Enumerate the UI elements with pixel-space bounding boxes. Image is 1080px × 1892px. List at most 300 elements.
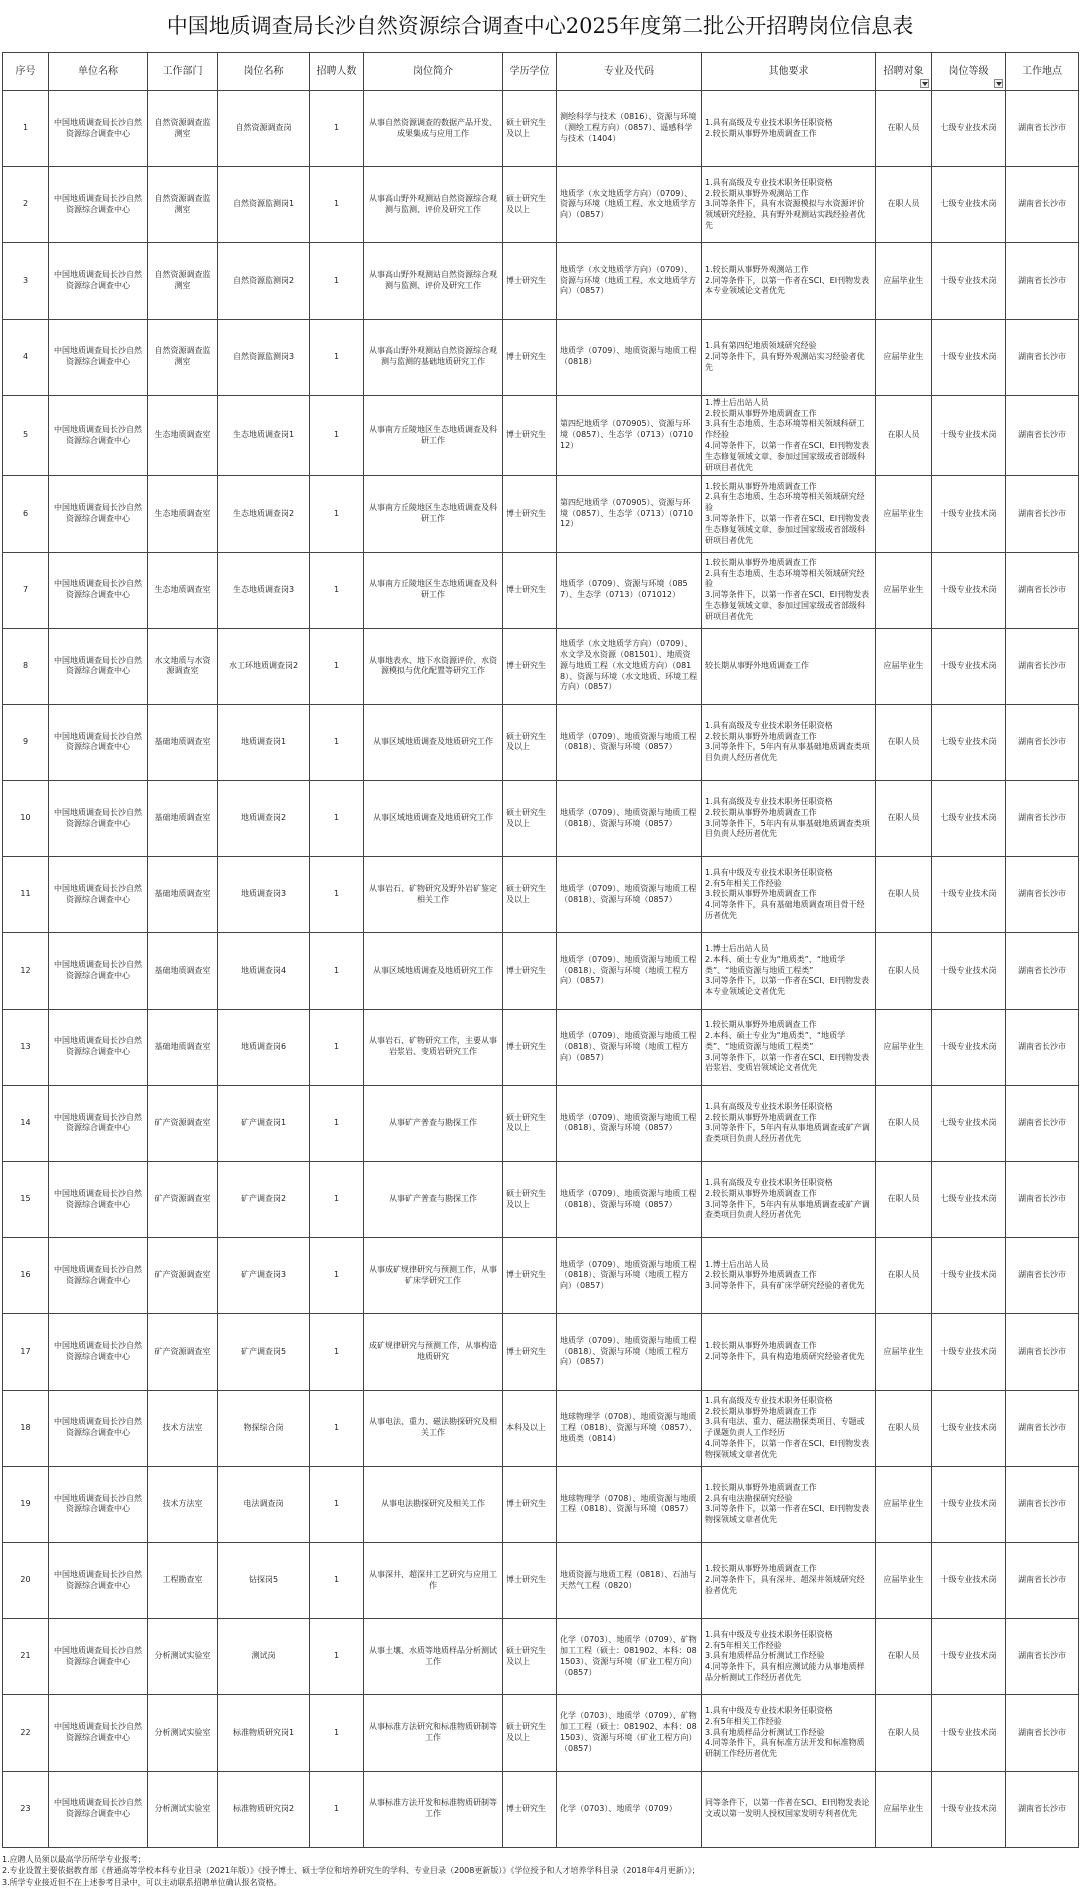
- cell-count: 1: [310, 1009, 364, 1085]
- header-req: 其他要求: [702, 53, 876, 91]
- table-row: [3, 243, 1079, 319]
- cell-count: 1: [310, 1085, 364, 1161]
- cell-post: 矿产调查岗2: [218, 1162, 310, 1238]
- cell-post: 物探综合岗: [218, 1390, 310, 1466]
- cell-no: 4: [3, 319, 49, 395]
- header-count: 招聘人数: [310, 53, 364, 91]
- cell-place: 湖南省长沙市: [1006, 91, 1079, 167]
- header-post: 岗位名称: [218, 53, 310, 91]
- filter-dropdown-icon[interactable]: [994, 79, 1003, 88]
- cell-place: 湖南省长沙市: [1006, 1009, 1079, 1085]
- cell-major: 地质学（0709）、地质资源与地质工程（0818）、资源与环境（地质工程方向）（0857）: [557, 1009, 702, 1085]
- header-level-label: 岗位等级: [948, 65, 989, 77]
- cell-edu: 硕士研究生及以上: [503, 857, 557, 933]
- cell-major: 第四纪地质学（070905）、资源与环境（0857）、生态学（0713）（071012）: [557, 395, 702, 476]
- cell-target: 在职人员: [876, 1238, 932, 1314]
- cell-dept: 分析测试实验室: [148, 1619, 218, 1695]
- cell-intro: 从事岩石、矿物研究工作，主要从事岩浆岩、变质岩研究工作: [364, 1009, 503, 1085]
- cell-post: 水工环地质调查岗2: [218, 628, 310, 704]
- table-row: [3, 1695, 1079, 1771]
- cell-place: 湖南省长沙市: [1006, 857, 1079, 933]
- cell-post: 标准物质研究岗1: [218, 1695, 310, 1771]
- cell-count: 1: [310, 628, 364, 704]
- cell-unit: 中国地质调查局长沙自然资源综合调查中心: [49, 1695, 148, 1771]
- cell-req: 1.较长期从事野外地质调查工作 2.同等条件下，具有深井、超深井领域研究经验者优先: [702, 1542, 876, 1618]
- cell-level: 十级专业技术岗: [932, 319, 1006, 395]
- cell-no: 9: [3, 704, 49, 780]
- cell-intro: 从事高山野外观测站自然资源综合观测与监测、评价及研究工作: [364, 243, 503, 319]
- header-edu: 学历学位: [503, 53, 557, 91]
- cell-edu: 博士研究生: [503, 628, 557, 704]
- cell-count: 1: [310, 1619, 364, 1695]
- cell-place: 湖南省长沙市: [1006, 1771, 1079, 1847]
- cell-target: 在职人员: [876, 933, 932, 1009]
- cell-intro: 成矿规律研究与预测工作，从事构造地质研究: [364, 1314, 503, 1390]
- cell-place: 湖南省长沙市: [1006, 628, 1079, 704]
- table-row: [3, 319, 1079, 395]
- cell-place: 湖南省长沙市: [1006, 552, 1079, 628]
- cell-dept: 生态地质调查室: [148, 552, 218, 628]
- cell-no: 1: [3, 91, 49, 167]
- cell-unit: 中国地质调查局长沙自然资源综合调查中心: [49, 167, 148, 243]
- cell-intro: 从事高山野外观测站自然资源综合观测与监测的基础地质研究工作: [364, 319, 503, 395]
- cell-req: 1.博士后出站人员 2.较长期从事野外地质调查工作 3.具有生态地质、生态环境等相关领域科研工作经验 4.同等条件下，以第一作者在SCI、EI刊物发表生态修复领域文章、参加过国家级或省部级科研项目者优先: [702, 395, 876, 476]
- cell-place: 湖南省长沙市: [1006, 1314, 1079, 1390]
- cell-edu: 硕士研究生及以上: [503, 1619, 557, 1695]
- cell-post: 地质调查岗2: [218, 781, 310, 857]
- cell-place: 湖南省长沙市: [1006, 1390, 1079, 1466]
- cell-major: 地质学（0709）、地质资源与地质工程（0818）: [557, 319, 702, 395]
- cell-count: 1: [310, 1314, 364, 1390]
- table-row: [3, 91, 1079, 167]
- cell-edu: 硕士研究生及以上: [503, 167, 557, 243]
- cell-level: 七级专业技术岗: [932, 1162, 1006, 1238]
- cell-unit: 中国地质调查局长沙自然资源综合调查中心: [49, 857, 148, 933]
- cell-place: 湖南省长沙市: [1006, 1695, 1079, 1771]
- cell-place: 湖南省长沙市: [1006, 1162, 1079, 1238]
- cell-unit: 中国地质调查局长沙自然资源综合调查中心: [49, 319, 148, 395]
- cell-place: 湖南省长沙市: [1006, 704, 1079, 780]
- cell-no: 23: [3, 1771, 49, 1847]
- cell-req: 1.博士后出站人员 2.本科、硕士专业为“地质类”、“地质学类”、“地质资源与地质工程类” 3.同等条件下，以第一作者在SCI、EI刊物发表本专业领域论文者优先: [702, 933, 876, 1009]
- cell-count: 1: [310, 1695, 364, 1771]
- header-target-label: 招聘对象: [883, 65, 924, 77]
- cell-no: 12: [3, 933, 49, 1009]
- cell-dept: 矿产资源调查室: [148, 1085, 218, 1161]
- cell-edu: 硕士研究生及以上: [503, 91, 557, 167]
- cell-no: 21: [3, 1619, 49, 1695]
- cell-unit: 中国地质调查局长沙自然资源综合调查中心: [49, 395, 148, 476]
- cell-dept: 生态地质调查室: [148, 395, 218, 476]
- cell-target: 在职人员: [876, 1619, 932, 1695]
- cell-target: 应届毕业生: [876, 243, 932, 319]
- cell-intro: 从事区域地质调查及地质研究工作: [364, 704, 503, 780]
- cell-dept: 技术方法室: [148, 1466, 218, 1542]
- cell-req: 1.博士后出站人员 2.较长期从事野外地质调查工作 3.同等条件下，具有矿床学研究经验的者优先: [702, 1238, 876, 1314]
- cell-level: 十级专业技术岗: [932, 552, 1006, 628]
- cell-place: 湖南省长沙市: [1006, 1466, 1079, 1542]
- table-row: [3, 1162, 1079, 1238]
- cell-edu: 博士研究生: [503, 1009, 557, 1085]
- cell-dept: 基础地质调查室: [148, 1009, 218, 1085]
- cell-edu: 博士研究生: [503, 319, 557, 395]
- cell-unit: 中国地质调查局长沙自然资源综合调查中心: [49, 1390, 148, 1466]
- cell-intro: 从事区域地质调查及地质研究工作: [364, 933, 503, 1009]
- cell-count: 1: [310, 167, 364, 243]
- table-row: [3, 1619, 1079, 1695]
- cell-place: 湖南省长沙市: [1006, 1619, 1079, 1695]
- cell-unit: 中国地质调查局长沙自然资源综合调查中心: [49, 1619, 148, 1695]
- cell-level: 七级专业技术岗: [932, 704, 1006, 780]
- cell-count: 1: [310, 857, 364, 933]
- cell-target: 在职人员: [876, 704, 932, 780]
- cell-count: 1: [310, 1466, 364, 1542]
- header-no: 序号: [3, 53, 49, 91]
- cell-post: 生态地质调查岗1: [218, 395, 310, 476]
- cell-count: 1: [310, 1238, 364, 1314]
- cell-edu: 博士研究生: [503, 476, 557, 552]
- cell-unit: 中国地质调查局长沙自然资源综合调查中心: [49, 476, 148, 552]
- cell-major: 地质学（0709）、地质资源与地质工程（0818）、资源与环境（0857）: [557, 1085, 702, 1161]
- cell-level: 十级专业技术岗: [932, 1009, 1006, 1085]
- cell-post: 标准物质研究岗2: [218, 1771, 310, 1847]
- cell-major: 地质学（水文地质学方向）（0709）、资源与环境（地质工程、水文地质学方向）（0857）: [557, 243, 702, 319]
- cell-target: 在职人员: [876, 1695, 932, 1771]
- cell-count: 1: [310, 933, 364, 1009]
- cell-target: 在职人员: [876, 781, 932, 857]
- cell-level: 十级专业技术岗: [932, 1695, 1006, 1771]
- cell-req: 1.较长期从事野外地质调查工作 2.同等条件下，具有构造地质研究经验者优先: [702, 1314, 876, 1390]
- cell-level: 十级专业技术岗: [932, 1238, 1006, 1314]
- cell-major: 地质学（0709）、地质资源与地质工程（0818）、资源与环境（地质工程方向）（0857）: [557, 1238, 702, 1314]
- cell-count: 1: [310, 552, 364, 628]
- cell-count: 1: [310, 476, 364, 552]
- header-major: 专业及代码: [557, 53, 702, 91]
- table-row: [3, 167, 1079, 243]
- cell-level: 十级专业技术岗: [932, 1619, 1006, 1695]
- cell-intro: 从事岩石、矿物研究及野外岩矿鉴定相关工作: [364, 857, 503, 933]
- cell-target: 应届毕业生: [876, 1009, 932, 1085]
- cell-intro: 从事成矿规律研究与预测工作，从事矿床学研究工作: [364, 1238, 503, 1314]
- cell-target: 应届毕业生: [876, 319, 932, 395]
- cell-level: 十级专业技术岗: [932, 628, 1006, 704]
- cell-dept: 自然资源调查监测室: [148, 91, 218, 167]
- cell-unit: 中国地质调查局长沙自然资源综合调查中心: [49, 1771, 148, 1847]
- cell-count: 1: [310, 243, 364, 319]
- cell-dept: 基础地质调查室: [148, 857, 218, 933]
- cell-level: 七级专业技术岗: [932, 91, 1006, 167]
- cell-post: 矿产调查岗1: [218, 1085, 310, 1161]
- cell-unit: 中国地质调查局长沙自然资源综合调查中心: [49, 933, 148, 1009]
- cell-dept: 基础地质调查室: [148, 933, 218, 1009]
- cell-dept: 基础地质调查室: [148, 704, 218, 780]
- table-row: [3, 1238, 1079, 1314]
- cell-intro: 从事土壤、水质等地质样品分析测试工作: [364, 1619, 503, 1695]
- cell-intro: 从事矿产普查与勘探工作: [364, 1085, 503, 1161]
- cell-level: 十级专业技术岗: [932, 243, 1006, 319]
- cell-intro: 从事地表水、地下水资源评价、水资源模拟与优化配置等研究工作: [364, 628, 503, 704]
- cell-req: 1.较长期从事野外地质调查工作 2.具有生态地质、生态环境等相关领域研究经验 3.同等条件下，以第一作者在SCI、EI刊物发表生态修复领域文章、参加过国家级或省部级科研项目者优先: [702, 552, 876, 628]
- cell-req: 1.具有高级及专业技术职务任职资格 2.较长期从事野外观测站工作 3.同等条件下，具有水资源模拟与水资源评价领域研究经验、具有野外观测站实践经验者优先: [702, 167, 876, 243]
- cell-edu: 博士研究生: [503, 1238, 557, 1314]
- cell-edu: 博士研究生: [503, 1771, 557, 1847]
- header-dept: 工作部门: [148, 53, 218, 91]
- cell-target: 应届毕业生: [876, 628, 932, 704]
- cell-no: 7: [3, 552, 49, 628]
- cell-post: 地质调查岗6: [218, 1009, 310, 1085]
- cell-req: 1.具有高级及专业技术职务任职资格 2.较长期从事野外地质调查工作 3.具有电法、重力、磁法勘探类项目、专题或子课题负责人工作经历 4.同等条件下，以第一作者在SCI、EI刊物发表物探领域文章者优先: [702, 1390, 876, 1466]
- cell-level: 十级专业技术岗: [932, 1466, 1006, 1542]
- cell-place: 湖南省长沙市: [1006, 1085, 1079, 1161]
- cell-edu: 博士研究生: [503, 395, 557, 476]
- cell-count: 1: [310, 395, 364, 476]
- cell-level: 十级专业技术岗: [932, 476, 1006, 552]
- header-level: [932, 53, 1006, 91]
- cell-unit: 中国地质调查局长沙自然资源综合调查中心: [49, 704, 148, 780]
- cell-major: 地质学（0709）、地质资源与地质工程（0818）、资源与环境（0857）: [557, 704, 702, 780]
- cell-count: 1: [310, 1390, 364, 1466]
- cell-major: 地质资源与地质工程（0818）、石油与天然气工程（0820）: [557, 1542, 702, 1618]
- cell-level: 十级专业技术岗: [932, 395, 1006, 476]
- cell-level: 七级专业技术岗: [932, 1085, 1006, 1161]
- cell-place: 湖南省长沙市: [1006, 476, 1079, 552]
- table-row: [3, 1771, 1079, 1847]
- cell-unit: 中国地质调查局长沙自然资源综合调查中心: [49, 1314, 148, 1390]
- cell-unit: 中国地质调查局长沙自然资源综合调查中心: [49, 1162, 148, 1238]
- cell-unit: 中国地质调查局长沙自然资源综合调查中心: [49, 552, 148, 628]
- cell-req: 1.较长期从事野外地质调查工作 2.本科、硕士专业为“地质类”、“地质学类”、“地质资源与地质工程类” 3.同等条件下，以第一作者在SCI、EI刊物发表岩浆岩、变质岩领域论文者优先: [702, 1009, 876, 1085]
- cell-place: 湖南省长沙市: [1006, 781, 1079, 857]
- cell-major: 地质学（0709）、地质资源与地质工程（0818）、资源与环境（0857）: [557, 1162, 702, 1238]
- cell-post: 自然资源监测岗3: [218, 319, 310, 395]
- cell-req: 同等条件下，以第一作者在SCI、EI刊物发表论文或以第一发明人授权国家发明专利者优先: [702, 1771, 876, 1847]
- cell-level: 十级专业技术岗: [932, 1771, 1006, 1847]
- table-row: [3, 1085, 1079, 1161]
- cell-req: 1.较长期从事野外观测站工作 2.同等条件下，以第一作者在SCI、EI刊物发表本专业领域论文者优先: [702, 243, 876, 319]
- cell-edu: 博士研究生: [503, 1466, 557, 1542]
- cell-intro: 从事南方丘陵地区生态地质调查及科研工作: [364, 476, 503, 552]
- cell-level: 七级专业技术岗: [932, 1390, 1006, 1466]
- cell-no: 18: [3, 1390, 49, 1466]
- cell-post: 地质调查岗1: [218, 704, 310, 780]
- cell-place: 湖南省长沙市: [1006, 319, 1079, 395]
- cell-dept: 技术方法室: [148, 1390, 218, 1466]
- cell-unit: 中国地质调查局长沙自然资源综合调查中心: [49, 1085, 148, 1161]
- note-line: 3.所学专业接近但不在上述参考目录中，可以主动联系招聘单位确认报名资格。: [2, 1877, 282, 1887]
- cell-count: 1: [310, 1771, 364, 1847]
- cell-target: 在职人员: [876, 857, 932, 933]
- cell-post: 生态地质调查岗2: [218, 476, 310, 552]
- cell-target: 应届毕业生: [876, 1314, 932, 1390]
- cell-major: 地质学（0709）、地质资源与地质工程（0818）、资源与环境（0857）: [557, 781, 702, 857]
- header-row: [3, 53, 1079, 91]
- cell-major: 地质学（水文地质学方向）（0709）、水文学及水资源（081501）、地质资源与地质工程（水文地质方向）（0818）、资源与环境（水文地质、环境工程方向）（0857）: [557, 628, 702, 704]
- cell-req: 1.具有中级及专业技术职务任职资格 2.有5年相关工作经验 3.较长期从事野外地质调查工作 4.同等条件下，具有基础地质调查项目骨干经历者优先: [702, 857, 876, 933]
- cell-post: 电法调查岗: [218, 1466, 310, 1542]
- cell-no: 16: [3, 1238, 49, 1314]
- cell-no: 17: [3, 1314, 49, 1390]
- cell-no: 14: [3, 1085, 49, 1161]
- cell-unit: 中国地质调查局长沙自然资源综合调查中心: [49, 243, 148, 319]
- cell-major: 测绘科学与技术（0816）、资源与环境（测绘工程方向）（0857）、遥感科学与技术（1404）: [557, 91, 702, 167]
- table-body: [3, 91, 1079, 1848]
- table-row: [3, 628, 1079, 704]
- cell-req: 1.较长期从事野外地质调查工作 2.具有生态地质、生态环境等相关领域研究经验 3.同等条件下，以第一作者在SCI、EI刊物发表生态修复领域文章、参加过国家级或省部级科研项目者优先: [702, 476, 876, 552]
- cell-dept: 矿产资源调查室: [148, 1314, 218, 1390]
- table-row: [3, 395, 1079, 476]
- cell-intro: 从事标准方法开发和标准物质研制等工作: [364, 1771, 503, 1847]
- cell-target: 应届毕业生: [876, 552, 932, 628]
- cell-level: 十级专业技术岗: [932, 1314, 1006, 1390]
- cell-unit: 中国地质调查局长沙自然资源综合调查中心: [49, 91, 148, 167]
- cell-edu: 博士研究生: [503, 1314, 557, 1390]
- table-row: [3, 476, 1079, 552]
- cell-major: 化学（0703）、地质学（0709）: [557, 1771, 702, 1847]
- filter-dropdown-icon[interactable]: [920, 79, 929, 88]
- table-row: [3, 552, 1079, 628]
- cell-major: 地质学（0709）、地质资源与地质工程（0818）、资源与环境（0857）: [557, 857, 702, 933]
- cell-unit: 中国地质调查局长沙自然资源综合调查中心: [49, 1009, 148, 1085]
- cell-place: 湖南省长沙市: [1006, 1238, 1079, 1314]
- cell-intro: 从事矿产普查与勘探工作: [364, 1162, 503, 1238]
- cell-level: 十级专业技术岗: [932, 1542, 1006, 1618]
- cell-unit: 中国地质调查局长沙自然资源综合调查中心: [49, 628, 148, 704]
- table-row: [3, 704, 1079, 780]
- cell-target: 应届毕业生: [876, 1542, 932, 1618]
- cell-no: 5: [3, 395, 49, 476]
- cell-count: 1: [310, 781, 364, 857]
- cell-target: 在职人员: [876, 1162, 932, 1238]
- cell-dept: 水文地质与水资源调查室: [148, 628, 218, 704]
- cell-req: 1.具有高级及专业技术职务任职资格 2.较长期从事野外地质调查工作 3.同等条件下，5年内有从事基础地质调查类项目负责人经历者优先: [702, 781, 876, 857]
- cell-req: 1.较长期从事野外地质调查工作 2.具有电法勘探研究经验 3.同等条件下，以第一作者在SCI、EI刊物发表物探领域文章者优先: [702, 1466, 876, 1542]
- cell-edu: 本科及以上: [503, 1390, 557, 1466]
- table-row: [3, 1390, 1079, 1466]
- cell-level: 七级专业技术岗: [932, 781, 1006, 857]
- cell-post: 自然资源监测岗1: [218, 167, 310, 243]
- cell-target: 在职人员: [876, 395, 932, 476]
- cell-no: 20: [3, 1542, 49, 1618]
- cell-intro: 从事区域地质调查及地质研究工作: [364, 781, 503, 857]
- note-line: 2.专业设置主要依据教育部《普通高等学校本科专业目录（2021年版）》《授予博士、硕士学位和培养研究生的学科、专业目录（2008更新版）》《学位授予和人才培养学科目录（2018年4月更新）》；: [2, 1866, 700, 1876]
- cell-post: 钻探岗5: [218, 1542, 310, 1618]
- cell-level: 十级专业技术岗: [932, 933, 1006, 1009]
- cell-major: 地球物理学（0708）、地质资源与地质工程（0818）、资源与环境（0857）、地质类（0814）: [557, 1390, 702, 1466]
- cell-major: 地质学（0709）、资源与环境（0857）、生态学（0713）（071012）: [557, 552, 702, 628]
- cell-major: 第四纪地质学（070905）、资源与环境（0857）、生态学（0713）（071012）: [557, 476, 702, 552]
- cell-post: 自然资源调查岗: [218, 91, 310, 167]
- cell-count: 1: [310, 1162, 364, 1238]
- table-row: [3, 857, 1079, 933]
- cell-no: 10: [3, 781, 49, 857]
- cell-unit: 中国地质调查局长沙自然资源综合调查中心: [49, 781, 148, 857]
- cell-unit: 中国地质调查局长沙自然资源综合调查中心: [49, 1238, 148, 1314]
- table-row: [3, 1009, 1079, 1085]
- cell-intro: 从事电法勘探研究及相关工作: [364, 1466, 503, 1542]
- table-row: [3, 1314, 1079, 1390]
- cell-no: 13: [3, 1009, 49, 1085]
- cell-dept: 矿产资源调查室: [148, 1238, 218, 1314]
- table-row: [3, 1542, 1079, 1618]
- header-place: 工作地点: [1006, 53, 1079, 91]
- cell-intro: 从事深井、超深井工艺研究与应用工作: [364, 1542, 503, 1618]
- cell-unit: 中国地质调查局长沙自然资源综合调查中心: [49, 1466, 148, 1542]
- cell-dept: 分析测试实验室: [148, 1771, 218, 1847]
- cell-major: 地质学（0709）、地质资源与地质工程（0818）、资源与环境（地质工程方向）（0857）: [557, 1314, 702, 1390]
- cell-no: 2: [3, 167, 49, 243]
- table-row: [3, 933, 1079, 1009]
- cell-place: 湖南省长沙市: [1006, 1542, 1079, 1618]
- cell-req: 较长期从事野外地质调查工作: [702, 628, 876, 704]
- cell-dept: 分析测试实验室: [148, 1695, 218, 1771]
- cell-place: 湖南省长沙市: [1006, 167, 1079, 243]
- cell-req: 1.具有高级及专业技术职务任职资格 2.较长期从事野外地质调查工作 3.同等条件下，5年内有从事地质调查或矿产调查类项目负责人经历者优先: [702, 1085, 876, 1161]
- note-line: 1.应聘人员须以最高学历所学专业报考；: [2, 1854, 146, 1864]
- cell-no: 11: [3, 857, 49, 933]
- cell-req: 1.具有中级及专业技术职务任职资格 2.有5年相关工作经验 3.具有地质样品分析测试工作经验 4.同等条件下，具有标准方法开发和标准物质研制工作经历者优先: [702, 1695, 876, 1771]
- cell-dept: 自然资源调查监测室: [148, 319, 218, 395]
- cell-count: 1: [310, 704, 364, 780]
- page-title: 中国地质调查局长沙自然资源综合调查中心2025年度第二批公开招聘岗位信息表: [166, 14, 914, 38]
- cell-req: 1.具有高级及专业技术职务任职资格 2.较长期从事野外地质调查工作 3.同等条件下，5年内有从事基础地质调查类项目负责人经历者优先: [702, 704, 876, 780]
- cell-post: 自然资源监测岗2: [218, 243, 310, 319]
- cell-intro: 从事南方丘陵地区生态地质调查及科研工作: [364, 552, 503, 628]
- cell-post: 地质调查岗3: [218, 857, 310, 933]
- cell-edu: 硕士研究生及以上: [503, 1085, 557, 1161]
- cell-place: 湖南省长沙市: [1006, 395, 1079, 476]
- cell-post: 矿产调查岗5: [218, 1314, 310, 1390]
- notes: [2, 1854, 1080, 1889]
- header-unit: 单位名称: [49, 53, 148, 91]
- cell-edu: 博士研究生: [503, 243, 557, 319]
- cell-edu: 博士研究生: [503, 933, 557, 1009]
- cell-edu: 硕士研究生及以上: [503, 781, 557, 857]
- cell-dept: 矿产资源调查室: [148, 1162, 218, 1238]
- cell-no: 22: [3, 1695, 49, 1771]
- cell-major: 地球物理学（0708）、地质资源与地质工程（0818）、资源与环境（0857）: [557, 1466, 702, 1542]
- table-row: [3, 781, 1079, 857]
- cell-count: 1: [310, 1542, 364, 1618]
- cell-req: 1.具有中级及专业技术职务任职资格 2.有5年相关工作经验 3.具有地质样品分析测试工作经验 4.同等条件下，具有相应测试能力从事地质样品分析测试工作经历者优先: [702, 1619, 876, 1695]
- cell-intro: 从事标准方法研究和标准物质研制等工作: [364, 1695, 503, 1771]
- cell-place: 湖南省长沙市: [1006, 243, 1079, 319]
- cell-target: 应届毕业生: [876, 476, 932, 552]
- cell-intro: 从事南方丘陵地区生态地质调查及科研工作: [364, 395, 503, 476]
- cell-count: 1: [310, 319, 364, 395]
- cell-major: 地质学（水文地质学方向）（0709）、资源与环境（地质工程、水文地质学方向）（0857）: [557, 167, 702, 243]
- cell-target: 应届毕业生: [876, 1771, 932, 1847]
- cell-req: 1.具有高级及专业技术职务任职资格 2.较长期从事野外地质调查工作 3.同等条件下，5年内有从事地质调查或矿产调查类项目负责人经历者优先: [702, 1162, 876, 1238]
- cell-edu: 博士研究生: [503, 552, 557, 628]
- cell-dept: 自然资源调查监测室: [148, 167, 218, 243]
- cell-dept: 生态地质调查室: [148, 476, 218, 552]
- header-target: [876, 53, 932, 91]
- cell-dept: 工程勘查室: [148, 1542, 218, 1618]
- cell-req: 1.具有第四纪地质领域研究经验 2.同等条件下，具有野外观测站实习经验者优先: [702, 319, 876, 395]
- cell-count: 1: [310, 91, 364, 167]
- cell-intro: 从事电法、重力、磁法勘探研究及相关工作: [364, 1390, 503, 1466]
- job-table: [2, 52, 1079, 1848]
- cell-major: 地质学（0709）、地质资源与地质工程（0818）、资源与环境（地质工程方向）（0857）: [557, 933, 702, 1009]
- cell-intro: 从事高山野外观测站自然资源综合观测与监测、评价及研究工作: [364, 167, 503, 243]
- cell-intro: 从事自然资源调查的数据产品开发、成果集成与应用工作: [364, 91, 503, 167]
- cell-target: 应届毕业生: [876, 1466, 932, 1542]
- cell-no: 3: [3, 243, 49, 319]
- cell-no: 19: [3, 1466, 49, 1542]
- cell-edu: 硕士研究生及以上: [503, 1162, 557, 1238]
- cell-level: 十级专业技术岗: [932, 857, 1006, 933]
- cell-target: 在职人员: [876, 1085, 932, 1161]
